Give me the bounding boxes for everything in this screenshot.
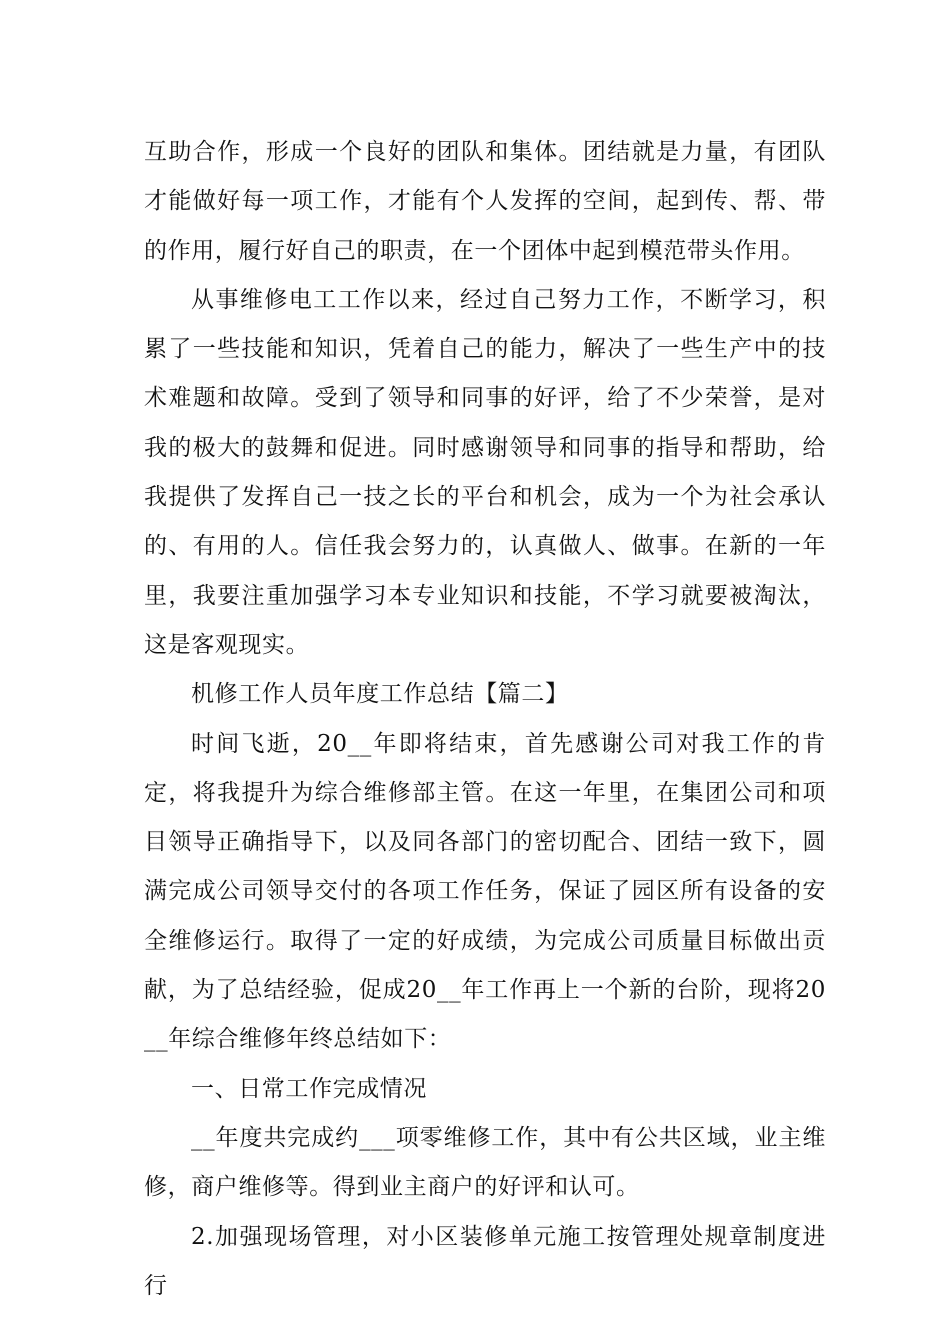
paragraph-year-intro: 时间飞逝，20__年即将结束，首先感谢公司对我工作的肯定，将我提升为综合维修部主管。在这一年里，在集团公司和项目领导正确指导下，以及同各部门的密切配合、团结一致下，圆满完成公司领导交付的各项工作任务，保证了园区所有设备的安全维修运行。取得了一定的好成绩，为完成公司质量目标做出贡献，为了总结经验，促成20__年工作再上一个新的台阶，现将20__年综合维修年终总结如下： [144, 730, 826, 1053]
paragraph-repair-count: __年度共完成约___项零维修工作，其中有公共区域，业主维修，商户维修等。得到业主商户的好评和认可。 [144, 1124, 826, 1201]
paragraph-experience: 从事维修电工工作以来，经过自己努力工作，不断学习，积累了一些技能和知识，凭着自己的能力，解决了一些生产中的技术难题和故障。受到了领导和同事的好评，给了不少荣誉，是对我的极大的鼓舞和促进。同时感谢领导和同事的指导和帮助，给我提供了发挥自己一技之长的平台和机会，成为一个为社会承认的、有用的人。信任我会努力的，认真做人、做事。在新的一年里，我要注重加强学习本专业知识和技能，不学习就要被淘汰，这是客观现实。 [144, 286, 826, 658]
document-body [144, 128, 826, 1311]
paragraph-site-management: 2.加强现场管理，对小区装修单元施工按管理处规章制度进行 [144, 1223, 826, 1299]
paragraph-teamwork: 互助合作，形成一个良好的团队和集体。团结就是力量，有团队才能做好每一项工作，才能有个人发挥的空间，起到传、帮、带的作用，履行好自己的职责，在一个团体中起到模范带头作用。 [144, 139, 826, 264]
section-heading-part-two: 机修工作人员年度工作总结【篇二】 [191, 681, 569, 708]
subheading-daily-work: 一、日常工作完成情况 [191, 1075, 427, 1102]
